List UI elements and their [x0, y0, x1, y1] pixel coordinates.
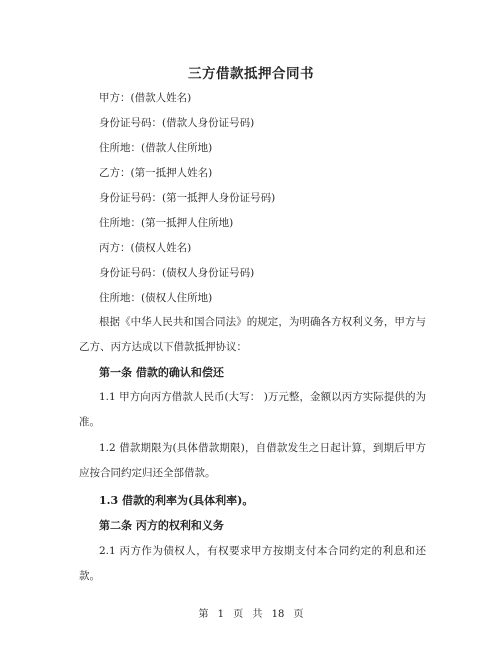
party-c-address: 住所地：(债权人住所地): [99, 292, 213, 304]
clause-1-2: 1.2 借款期限为(具体借款期限)，自借款发生之日起计算，到期后甲方应按合同约定归还全部借款。: [79, 442, 426, 479]
party-b-name: 乙方：(第一抵押人姓名): [99, 167, 213, 179]
intro-paragraph: 根据《中华人民共和国合同法》的规定，为明确各方权利义务，甲方与乙方、丙方达成以下借款抵押协议：: [79, 316, 426, 353]
clause-1-3: 1.3 借款的利率为(具体利率)。: [99, 494, 254, 507]
party-b-id: 身份证号码：(第一抵押人身份证号码): [99, 192, 276, 204]
clause-1-1: 1.1 甲方向丙方借款人民币(大写： )万元整，金额以丙方实际提供的为准。: [79, 391, 426, 428]
party-a-id: 身份证号码：(借款人身份证号码): [99, 117, 255, 129]
party-a-name: 甲方：(借款人姓名): [99, 92, 192, 104]
party-a-address: 住所地：(借款人住所地): [99, 142, 213, 154]
page-number: 第 1 页 共 18 页: [198, 609, 304, 620]
clause-2-1: 2.1 丙方作为债权人，有权要求甲方按期支付本合同约定的利息和还款。: [79, 545, 426, 582]
article-1-heading: 第一条 借款的确认和偿还: [99, 366, 224, 379]
party-c-name: 丙方：(债权人姓名): [99, 242, 192, 254]
party-b-address: 住所地：(第一抵押人住所地): [99, 217, 234, 229]
article-2-heading: 第二条 丙方的权利和义务: [99, 519, 224, 532]
document-title: 三方借款抵押合同书: [188, 66, 314, 82]
party-c-id: 身份证号码：(债权人身份证号码): [99, 267, 255, 279]
